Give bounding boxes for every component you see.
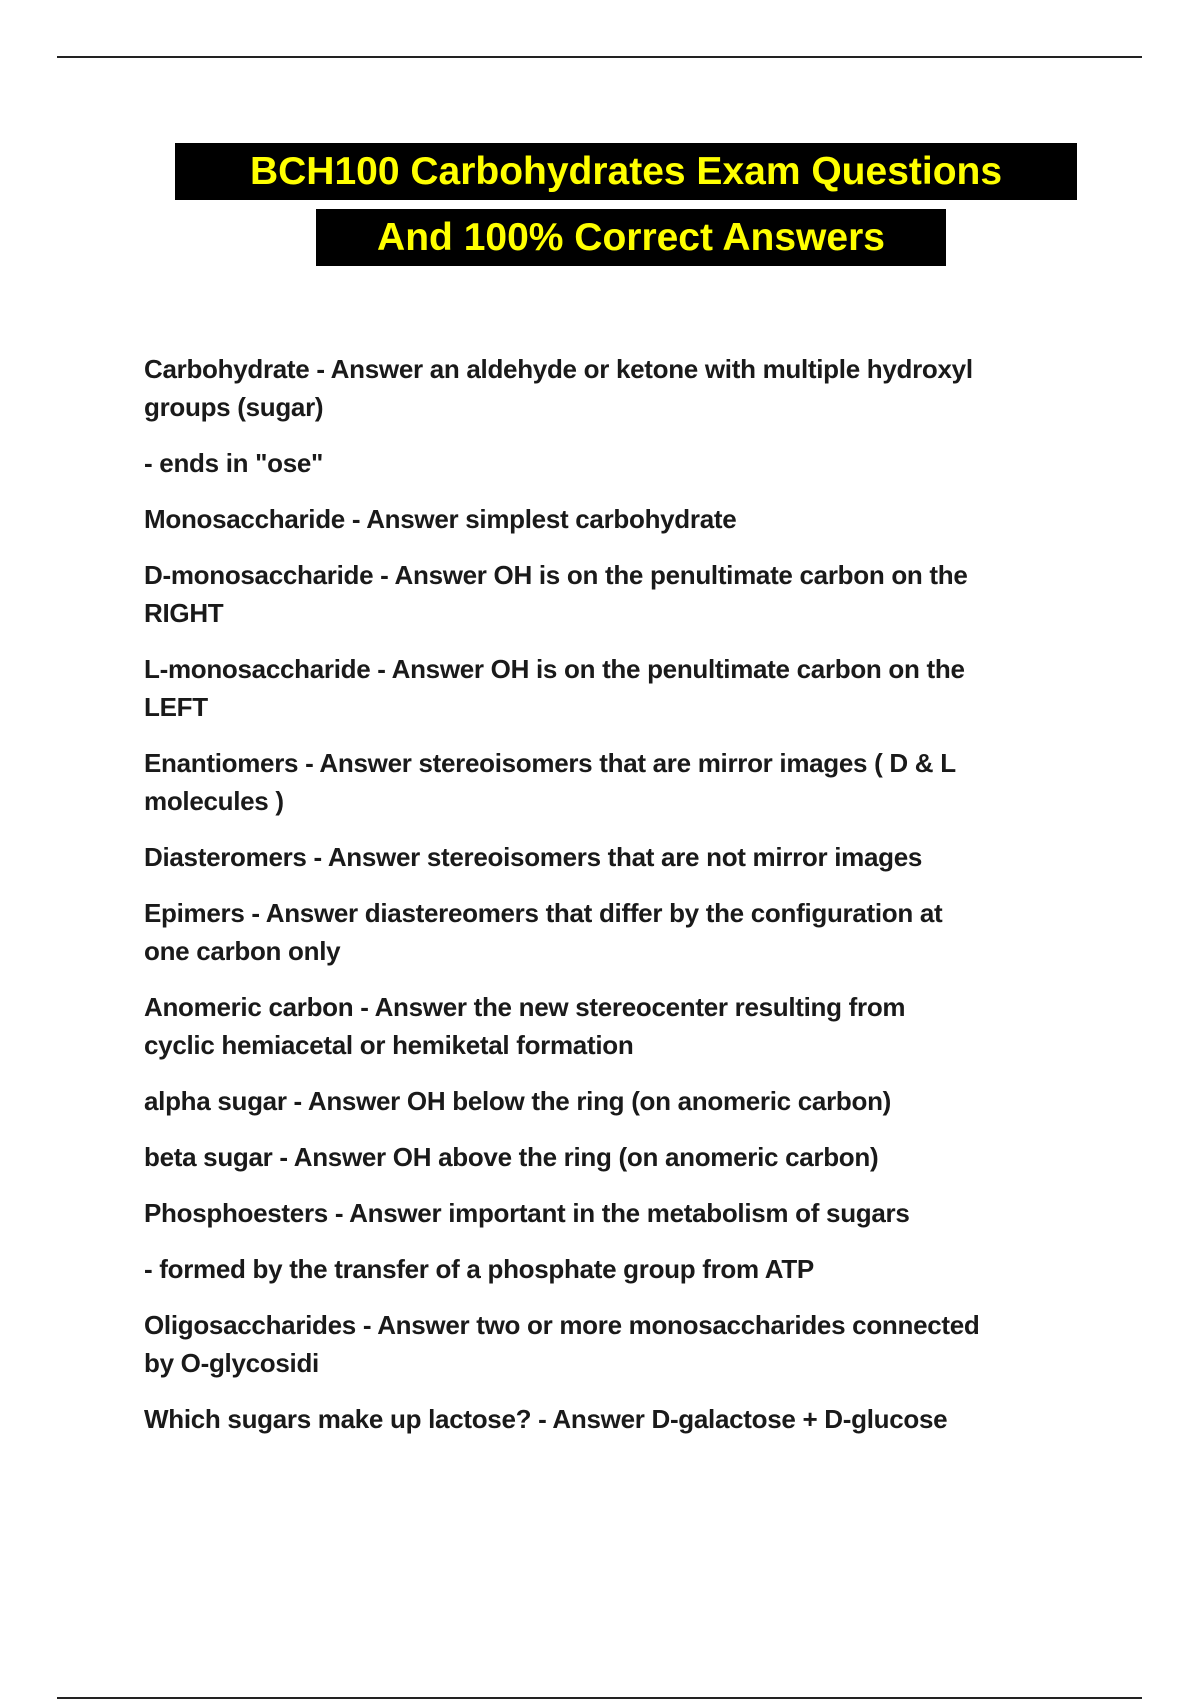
document-title-line-1: BCH100 Carbohydrates Exam Questions (175, 143, 1077, 200)
qa-item (144, 1082, 1104, 1120)
qa-item-text-line: alpha sugar - Answer OH below the ring (on anomeric carbon) (144, 1086, 892, 1116)
qa-item-text-line: cyclic hemiacetal or hemiketal formation (144, 1030, 634, 1060)
qa-item-text-line: RIGHT (144, 598, 224, 628)
header-rule (57, 56, 1142, 58)
qa-item (144, 894, 1104, 970)
qa-item-text-line: one carbon only (144, 936, 341, 966)
qa-item-text-line: Anomeric carbon - Answer the new stereocenter resulting from (144, 992, 906, 1022)
qa-item-text-line: L-monosaccharide - Answer OH is on the penultimate carbon on the (144, 654, 965, 684)
qa-item-text-line: Enantiomers - Answer stereoisomers that are mirror images ( D & L (144, 748, 956, 778)
qa-item (144, 350, 1104, 426)
qa-item-text-line: - ends in "ose" (144, 448, 324, 478)
qa-item (144, 1250, 1104, 1288)
qa-item (144, 744, 1104, 820)
qa-item-text-line: D-monosaccharide - Answer OH is on the penultimate carbon on the (144, 560, 968, 590)
qa-item (144, 1306, 1104, 1382)
qa-item-text-line: Monosaccharide - Answer simplest carbohydrate (144, 504, 737, 534)
qa-item-text-line: beta sugar - Answer OH above the ring (on anomeric carbon) (144, 1142, 879, 1172)
qa-item-text-line: Oligosaccharides - Answer two or more monosaccharides connected (144, 1310, 980, 1340)
qa-item-text-line: by O-glycosidi (144, 1348, 319, 1378)
qa-item (144, 988, 1104, 1064)
qa-item (144, 444, 1104, 482)
qa-item-text-line: molecules ) (144, 786, 284, 816)
qa-item (144, 1138, 1104, 1176)
qa-item-text-line: Epimers - Answer diastereomers that differ by the configuration at (144, 898, 943, 928)
qa-item-text-line: LEFT (144, 692, 208, 722)
qa-item (144, 1400, 1104, 1438)
qa-item-text-line: Diasteromers - Answer stereoisomers that are not mirror images (144, 842, 923, 872)
qa-item-text-line: Phosphoesters - Answer important in the metabolism of sugars (144, 1198, 910, 1228)
qa-list (144, 350, 1104, 1456)
qa-item (144, 500, 1104, 538)
qa-item-text-line: - formed by the transfer of a phosphate group from ATP (144, 1254, 814, 1284)
qa-item (144, 1194, 1104, 1232)
qa-item-text-line: groups (sugar) (144, 392, 324, 422)
footer-rule (57, 1697, 1142, 1699)
qa-item (144, 650, 1104, 726)
qa-item (144, 556, 1104, 632)
qa-item-text-line: Which sugars make up lactose? - Answer D-galactose + D-glucose (144, 1404, 948, 1434)
qa-item (144, 838, 1104, 876)
document-title-line-2: And 100% Correct Answers (316, 209, 946, 266)
qa-item-text-line: Carbohydrate - Answer an aldehyde or ketone with multiple hydroxyl (144, 354, 973, 384)
